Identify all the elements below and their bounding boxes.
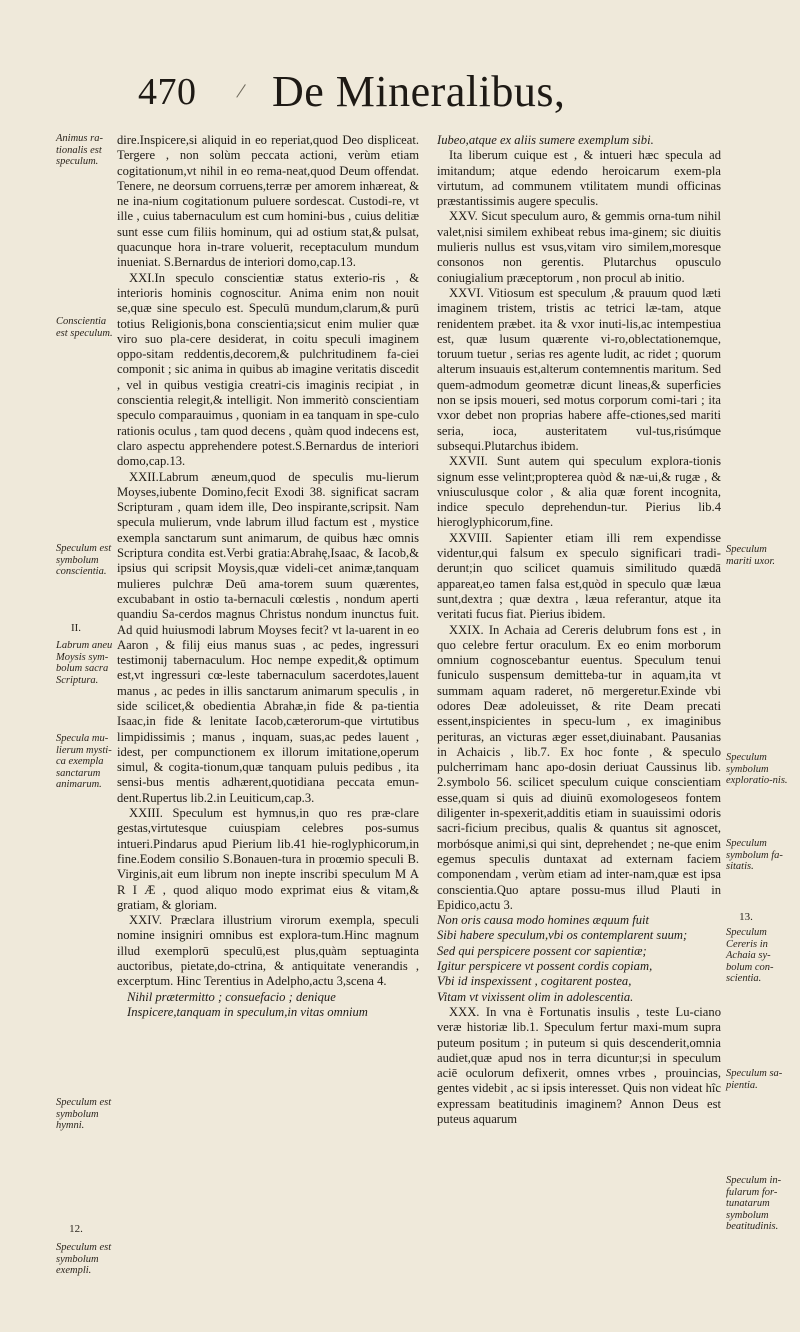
margin-note: Speculum symbolum fa-sitatis.: [726, 838, 783, 872]
page-header: [0, 66, 800, 116]
verse-quote: Iubeo,atque ex aliis sumere exemplum sibi.: [437, 133, 654, 147]
left-column: [117, 133, 419, 1020]
verse-line: Vitam vt vixissent olim in adolescentia.: [437, 989, 634, 1004]
margin-note: Speculum in-fularum for-tunatarum symbolum beatitudinis.: [726, 1175, 782, 1232]
verse-line: Vbi id inspexissent , cogitarent postea,: [437, 974, 632, 989]
page-number: 470: [138, 71, 197, 113]
paragraph: XXV. Sicut speculum auro, & gemmis orna-tum nihil valet,nisi similem exhibeat rebus ima-ginem; sic diuitis mulieris nullus est vsus,vitam viro similem,moresque consonos non gerentis. Plutarchus opusculo coniugialium præceptorum , non procul ab initio.: [437, 209, 721, 285]
margin-note: Speculum mariti uxor.: [726, 544, 776, 567]
paragraph: dire.Inspicere,si aliquid in eo reperiat,quod Deo displiceat. Tergere , non solùm peccata actioni, verùm etiam cogitationum,vt nihil in eo rema-neat,quod Deum offendat. Tenere, ne deorsum corruens,terræ per amorem inhæreat, & ne ina-nium cogitationum puluere sordescat. Custodi-re, vt ille , cuius tabernaculum est cum homini-bus , cuius delitiæ sunt esse cum filiis hominum, qui ad ostium stat,& pulsat, quacunque hora in-trare voluerit, receptaculum mundum inueniat. S.Bernardus de interiori domo,cap.13.: [117, 133, 419, 270]
paragraph: XXVI. Vitiosum est speculum ,& prauum quod læti imaginem tristem, tristis ac tetrici læ-tam, atque renidentem præbet. ita & vxor inuti-lis,ac intempestiua est, quæ lusum quærente vi-ro,oblectationemque, toruum tuetur , serias res agente ludit, ac ridet ; quorum alterum insuauis est,alterum contemnentis maritum. Sed quem-admodum geometræ dicunt lineas,& superficies non se ipsis moueri, sed motus corporum comi-tari ; ita vxor debet non proprias habere affe-ctiones,sed mariti seria, ioca, austeritatem vul-tus,risúmque subsequi.Plutarchus ibidem.: [437, 285, 721, 453]
margin-note: II.: [70, 622, 82, 634]
margin-note: Speculum Cereris in Achaia sy-bolum con-scientia.: [726, 927, 774, 984]
paragraph: XXIX. In Achaia ad Cereris delubrum fons est , in quo celebre fertur oraculum. Ex eo enim morborum omnium cognoscebantur euentus. Speculum tenui funiculo suspensum demitteba-tur in aquam,ita vt summam aquam raderet, nō mergeretur.Exinde vbi odores Deæ adoleuisset, & rite Deam precati essent,inspicientes in specu-lum , ex imaginibus perituras, an victuras æger esset,diuinabant. Pausanias in Achaicis , lib.7. Ex hoc fonte , & speculo pulcherrimam hanc apo-dosin deriuat Caussinus lib. 2.symbolo 56. scilicet speculum cuique conscientiam esse,quam si quis ad diuinū exomologeseos fontem diligenter in-spexerit,additis etiam in suauissimi odoris sacri-ficium precibus, qualis & quantus sit agnoscet, morbósque animi,si qui sint, deprehendet ; ne-que enim egemus speculis duntaxat ad externam faciem componendam , verùm etiam ad inter-nam,quæ est ipsa conscientia.Quo aptare possu-mus illud Plauti in Epidico,actu 3.: [437, 622, 721, 912]
paragraph: Ita liberum cuique est , & intueri hæc specula ad imitandum; atque edendo heroicarum exem-pla virtutum, ad communem vtilitatem mundi officinas præstantissimis augere speculis.: [437, 148, 721, 209]
verse-line: Sed qui perspicere possent cor sapientiæ;: [437, 943, 647, 958]
margin-note: Speculum est symbolum conscientia.: [56, 543, 112, 577]
verse-quote: Nihil prætermitto ; consuefacio ; denique Inspicere,tanquam in speculum,in vitas omnium: [127, 989, 368, 1019]
paragraph: XXIII. Speculum est hymnus,in quo res præ-clare gestas,virtutesque cuiuspiam celebres pos-sumus intueri.Pindarus apud Pierium lib.41 hie-roglyphicorum,in fine.Eodem consilio S.Bonauen-tura in proœmio speculi B. Virginis,ait eum librum non inepte inscribi speculum M A R I Æ , quod aliquo modo exprimat eius & vitam,& gratiam, & gloriam.: [117, 806, 419, 912]
margin-note: Speculum sa-pientia.: [726, 1068, 783, 1091]
margin-note: Speculum symbolum exploratio-nis.: [726, 752, 788, 786]
margin-note: Animus ra-tionalis est speculum.: [56, 133, 103, 167]
verse-line: Non oris causa modo homines æquum fuit: [437, 913, 650, 928]
margin-note: Conscientia est speculum.: [56, 316, 113, 339]
paragraph: XXVII. Sunt autem qui speculum explora-tionis signum esse velint;propterea quòd & næ-ui,& rugæ , & vniusculusque color , & alia quæ forent incognita, indice speculo deprehendun-tur. Pierius lib.4 hieroglyphicorum,fine.: [437, 454, 721, 530]
verse-line: Igitur perspicere vt possent cordis copiam,: [437, 959, 653, 974]
margin-note: 12.: [69, 1223, 83, 1235]
print-mark: /: [234, 77, 248, 104]
margin-note: Specula mu-lierum mysti-ca exempla sanctarum animarum.: [56, 733, 112, 790]
paragraph: XXIV. Præclara illustrium virorum exempla, speculi nomine insigniri omnibus est explora-tum.Hinc magnum illud exemplorū speculū,est plus,quàm septuaginta auctoribus, pietate,do-ctrina, & antiquitate venerandis , excerptum. Hinc Terentius in Adelpho,actu 3,scena 4.: [117, 913, 419, 989]
paragraph: XXII.Labrum æneum,quod de speculis mu-lierum Moyses,iubente Domino,fecit Exodi 38. significat sacram Scripturam , quam idem ille, Deo inspirante,scripsit. Nam specula mulierum, vnde labrum illud factum est , mystice exempla sanctarum sunt animarum, de quibus hæc omnis Scriptura condita est.Verbi gratia:Abrahę,Isaac, & Iacob,& ipsius qui scripsit Moysis,quæ videli-cet animæ,tanquam mulieres pulchræ Deū ama-torem suum quærentes, excubabant in ostio ta-bernaculi cœlestis , nondum aperti quandiu Sa-cerdos magnus Christus nondum inunctus fuit. Ad quid huiusmodi labrum Moyses fecit? vt la-uarent in eo Aaron , & filij eius manus suas , ac pedes, ingressuri testimonij tabernaculum. Hoc nempe expedit,& optimum est,vt ingressuri cœ-leste tabernaculum sacerdotes,lauent manus , ac pedes in illis sanctarum animarum speculis , in side scilicet,& obedientia Abrahæ,in fide & pa-tientia Isaac,in fide & lenitate Iacob,cæterorum-que virtutibus limpidissimis ; manus , inquam, suas,ac pedes lauent , idest, per compunctionem ex illorum imitatione,operum simul, & cogita-tionum,quæ tanquam puluis pedibus , ita sensi-bus mentis adhærent,quotidiana peccata emun-dent.Rupertus lib.2.in Leuiticum,cap.3.: [117, 469, 419, 805]
running-title: De Mineralibus,: [272, 67, 566, 116]
paragraph: XXX. In vna è Fortunatis insulis , teste Lu-ciano veræ historiæ lib.1. Speculum fertur maxi-mum supra puteum positum ; in puteum si quis descenderit,omnia audiet,quæ apud nos in terra dicuntur;si in speculum aciē oculorum defixerit, omnes vrbes , prouincias, gentes videbit , ac si ipsis interesset. Quis non videat hîc expressam beatitudinis imaginem? Annon Deus est puteus aquarum: [437, 1004, 722, 1126]
margin-note: Labrum aneu Moysis sym-bolum sacra Scriptura.: [56, 640, 113, 686]
margin-note: 13.: [739, 911, 753, 923]
paragraph: XXI.In speculo conscientiæ status exterio-ris , & interioris hominis cognoscitur. Anima enim non nouit se,quæ sine speculo est. Speculū mundum,clarum,& purū totius Religionis,bona conscientia;sicut enim mulier quæ viro suo pla-cere desiderat, in coitu speculi imaginem oppo-sitam reddentis,decorem,& pulchritudinem fa-ciei componit ; sic anima in quibus ab imagine veritatis discedit , vel in quibus vestigia creatri-cis imaginis recipiat , in conscientia relegit,& intelligit. Non immeritò conscientiam speculo comparauimus , quoniam in ea tanquam in spe-culo rationis oculus , tam quod decens , quàm quod indecens est, claro aspectu apprehendere potest.S.Bernardus de interiori domo,cap.13.: [117, 270, 419, 469]
margin-note: Speculum est symbolum exempli.: [56, 1242, 112, 1276]
margin-note: Speculum est symbolum hymni.: [56, 1097, 112, 1131]
paragraph: XXVIII. Sapienter etiam illi rem expendisse videntur,qui falsum ex speculo significari tradi-derunt;in quo scilicet quamuis similitudo quædā appareat,eo tamen falsa est,quòd in speculo quæ læua sunt,dextra ; quæ dextra , læua referantur, atque ita veritati fucus fiat. Pierius ibidem.: [437, 530, 721, 622]
right-column: [437, 133, 721, 1127]
verse-line: Sibi habere speculum,vbi os contemplarent suum;: [437, 928, 688, 943]
